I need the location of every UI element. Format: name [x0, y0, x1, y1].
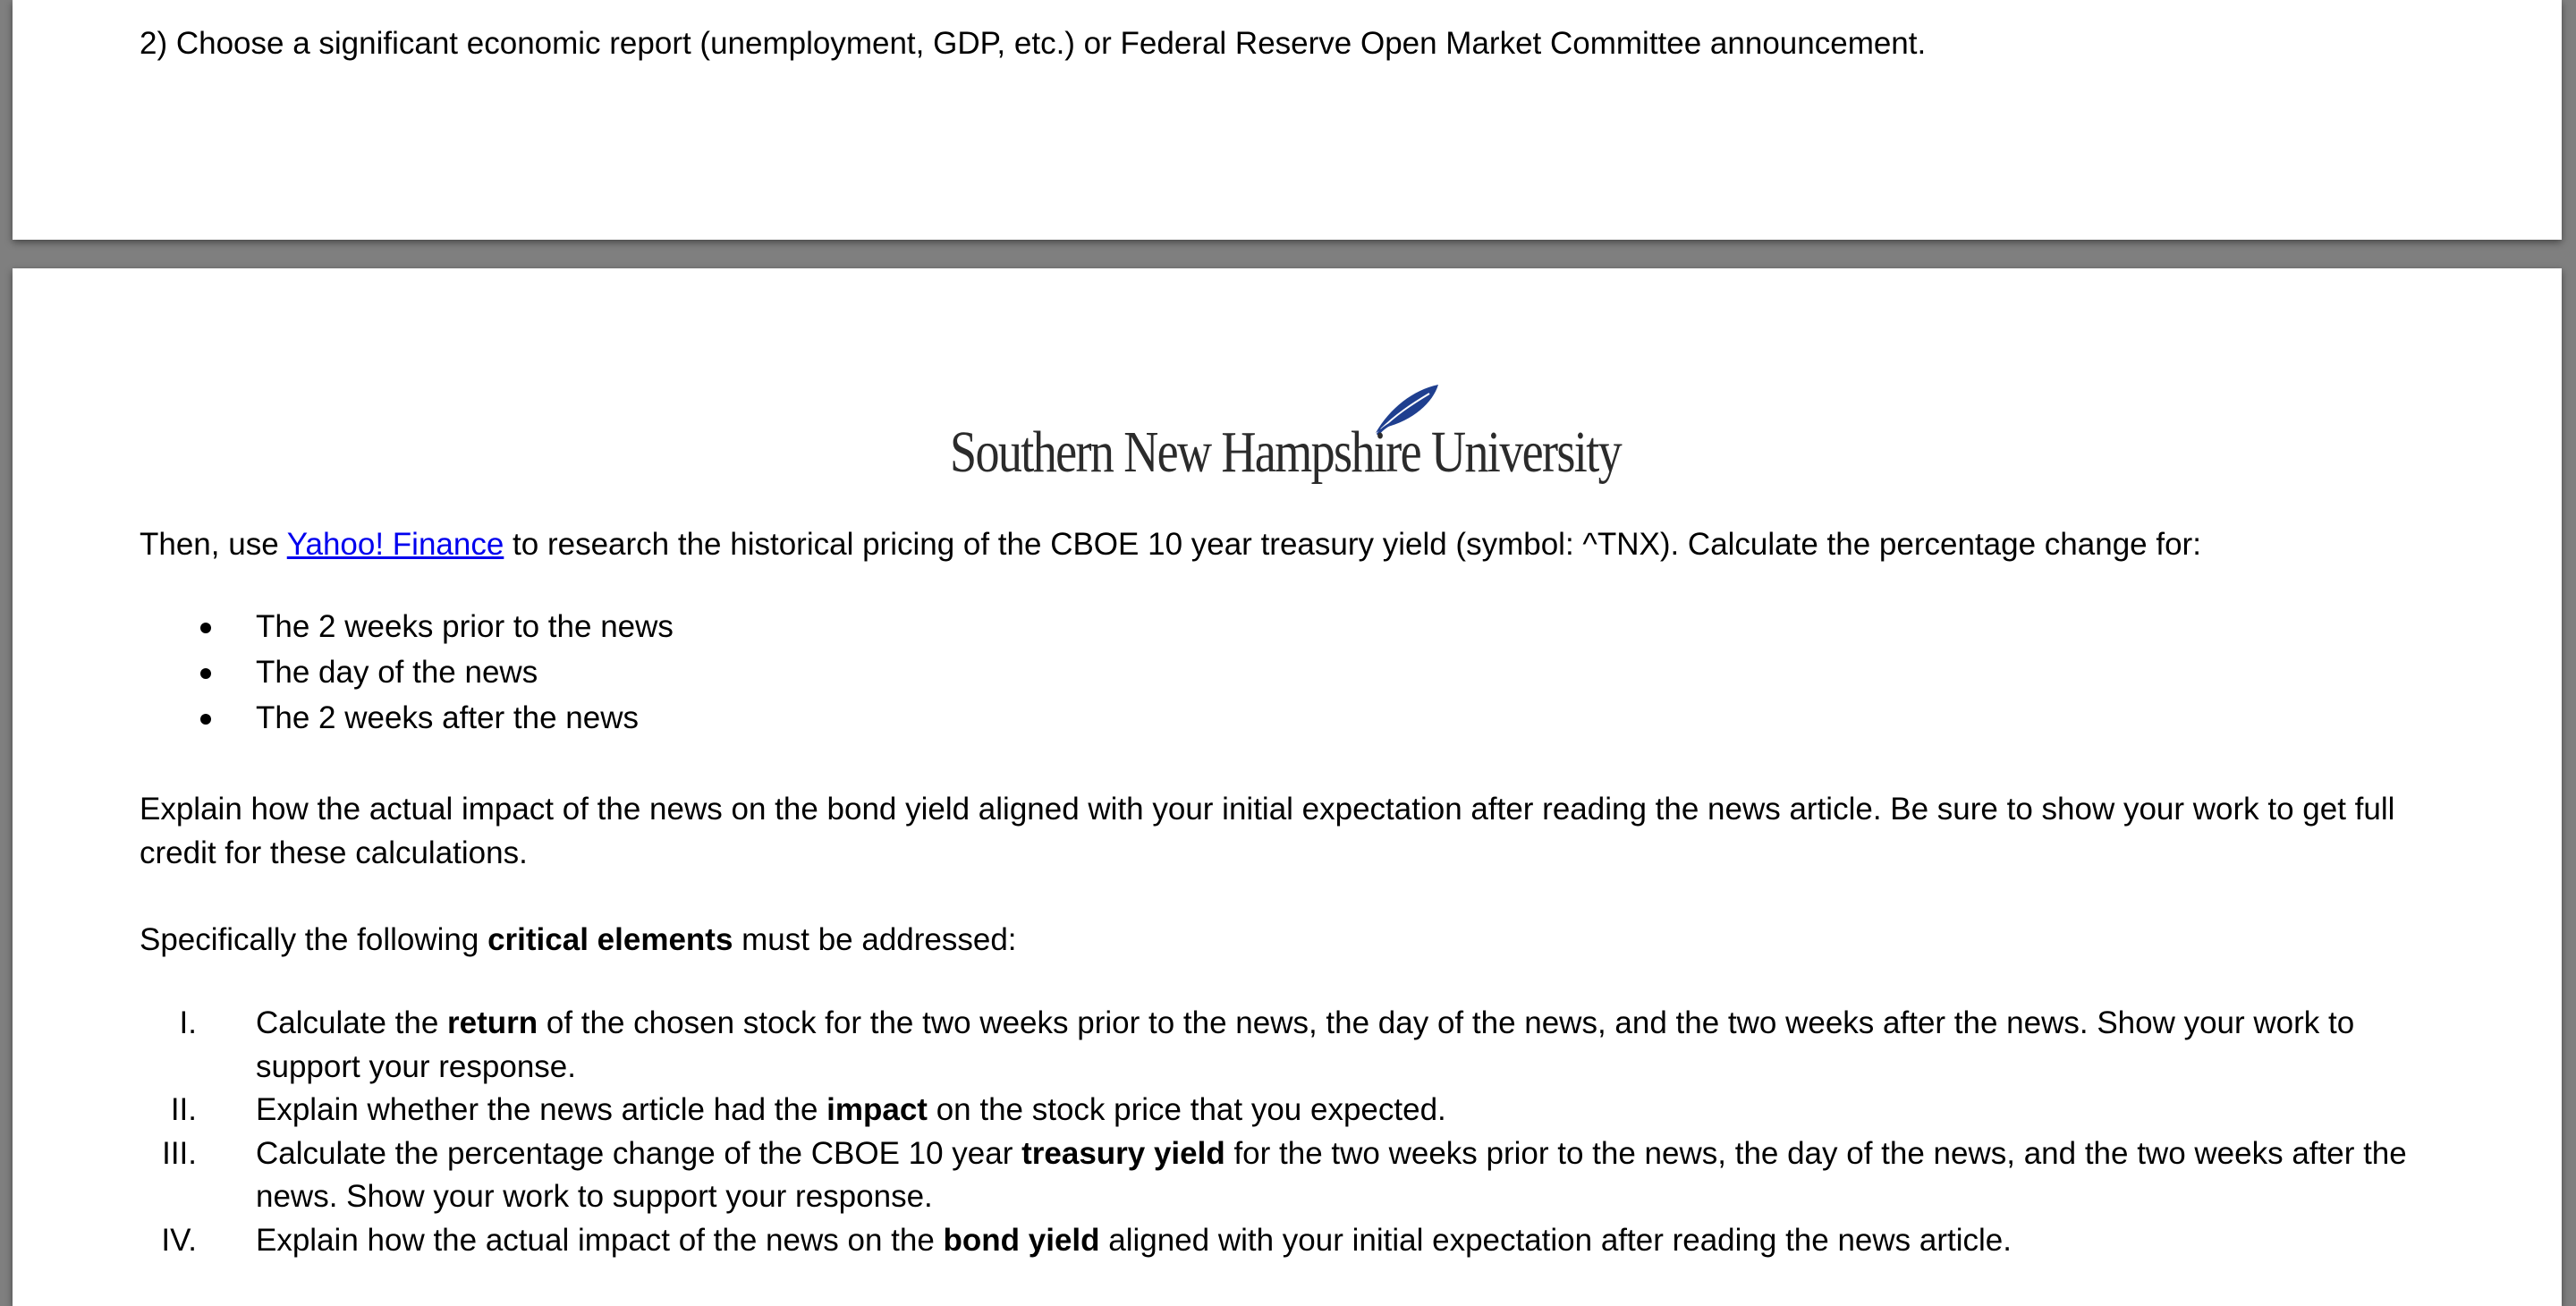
element-text: Calculate the	[256, 1005, 448, 1040]
critical-elements-list	[140, 1002, 2465, 1262]
roman-numeral: II.	[170, 1092, 197, 1127]
element-text: Explain how the actual impact of the news on the	[256, 1222, 944, 1258]
explain-paragraph: Explain how the actual impact of the news on the bond yield aligned with your initial expectation after reading the news article. Be sure to show your work to get full credit for these calculations.	[140, 792, 2395, 870]
roman-numeral: I.	[179, 1005, 197, 1040]
critical-elements-heading	[140, 918, 1017, 962]
element-text: for the two weeks prior to the news, the day of the news, and the two weeks after the news. Show your work to support your response.	[256, 1135, 2407, 1214]
element-text: Calculate the percentage change of the CBOE 10 year	[256, 1135, 1022, 1171]
bullet-text: The 2 weeks prior to the news	[256, 609, 674, 644]
bullet-icon	[200, 668, 211, 679]
report-choice-instruction: 2) Choose a significant economic report (unemployment, GDP, etc.) or Federal Reserve Open Market Committee announcement.	[140, 26, 1927, 61]
critical-post: must be addressed:	[733, 922, 1017, 957]
list-item	[140, 1219, 2465, 1263]
document-page-2	[13, 268, 2562, 1306]
critical-pre: Specifically the following	[140, 922, 488, 957]
logo-wordmark: Southern New Hampshire University	[950, 420, 1622, 485]
bullet-text: The 2 weeks after the news	[256, 700, 639, 735]
roman-numeral: III.	[162, 1135, 197, 1171]
list-item	[140, 1002, 2465, 1089]
intro-before-link: Then, use	[140, 527, 287, 562]
bullet-icon	[200, 714, 211, 725]
bullet-icon	[200, 623, 211, 633]
element-bold: bond yield	[943, 1222, 1100, 1258]
list-item	[140, 1089, 2465, 1132]
element-text: of the chosen stock for the two weeks prior to the news, the day of the news, and the two weeks after the news. Show your work to support your response.	[256, 1005, 2355, 1084]
element-text: aligned with your initial expectation after reading the news article.	[1099, 1222, 2012, 1258]
element-text: Explain whether the news article had the	[256, 1092, 827, 1127]
document-page-1	[13, 0, 2562, 240]
element-bold: impact	[826, 1092, 928, 1127]
critical-bold: critical elements	[487, 922, 733, 957]
element-bold: treasury yield	[1021, 1135, 1225, 1171]
list-item	[140, 1132, 2465, 1219]
intro-after-link: to research the historical pricing of the CBOE 10 year treasury yield (symbol: ^TNX). Calculate the percentage change for:	[504, 527, 2201, 562]
yahoo-finance-link[interactable]: Yahoo! Finance	[286, 527, 504, 562]
snhu-logo	[943, 383, 1658, 490]
element-bold: return	[447, 1005, 538, 1040]
bullet-text: The day of the news	[256, 655, 538, 690]
roman-numeral: IV.	[161, 1222, 197, 1258]
element-text: on the stock price that you expected.	[927, 1092, 1446, 1127]
intro-paragraph	[140, 522, 2201, 566]
